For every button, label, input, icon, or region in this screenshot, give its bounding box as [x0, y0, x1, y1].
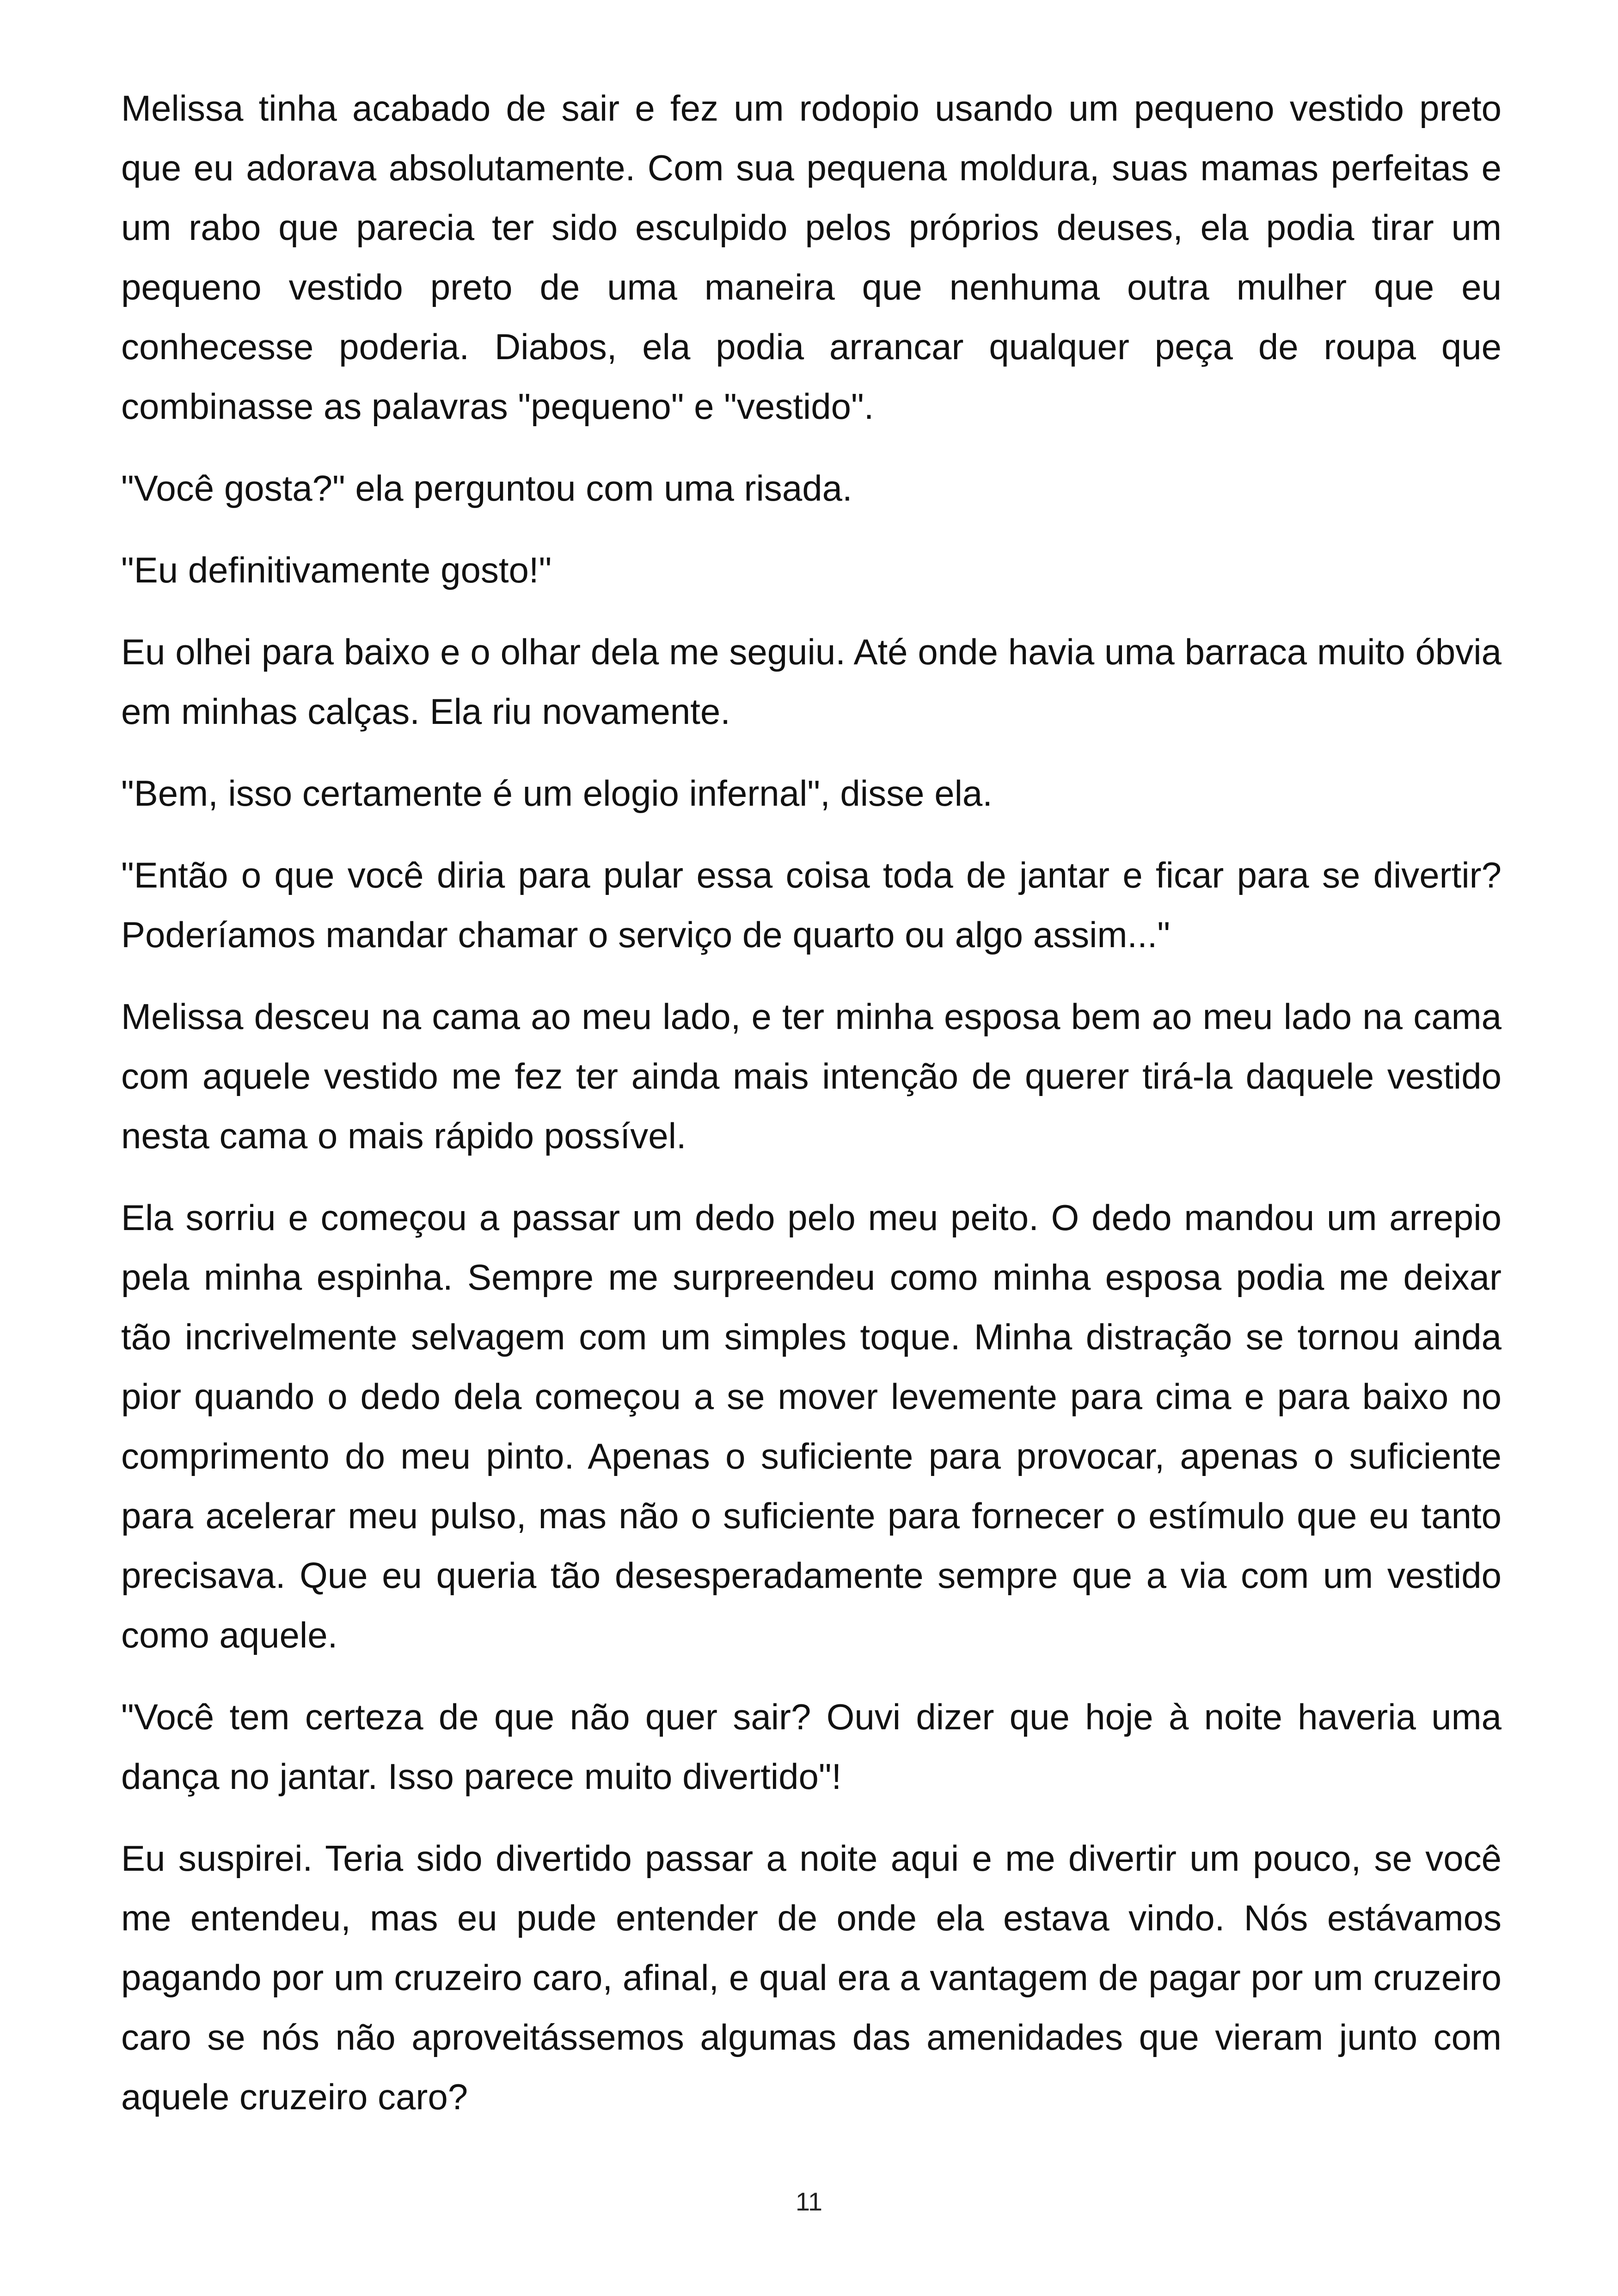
paragraph-3: "Eu definitivamente gosto!" [121, 550, 552, 590]
paragraph-9: "Você tem certeza de que não quer sair? Ouvi dizer que hoje à noite haveria uma dança no jantar. Isso parece muito divertido"! [121, 1696, 1502, 1797]
paragraph-2: "Você gosta?" ela perguntou com uma risada. [121, 468, 852, 508]
paragraph-8: Ela sorriu e começou a passar um dedo pelo meu peito. O dedo mandou um arrepio pela minha espinha. Sempre me surpreendeu como minha esposa podia me deixar tão incrivelmente selvagem com um simples toque. Minha distração se tornou ainda pior quando o dedo dela começou a se mover levemente para cima e para baixo no comprimento do meu pinto. Apenas o suficiente para provocar, apenas o suficiente para acelerar meu pulso, mas não o suficiente para fornecer o estímulo que eu tanto precisava. Que eu queria tão desesperadamente sempre que a via com um vestido como aquele. [121, 1197, 1502, 1655]
paragraph-5: "Bem, isso certamente é um elogio infernal", disse ela. [121, 773, 993, 814]
body-text [121, 79, 1502, 2149]
page-number: 11 [795, 2187, 823, 2216]
paragraph-6: "Então o que você diria para pular essa coisa toda de jantar e ficar para se divertir? Poderíamos mandar chamar o serviço de quarto ou algo assim..." [121, 855, 1502, 955]
paragraph-7: Melissa desceu na cama ao meu lado, e ter minha esposa bem ao meu lado na cama com aquele vestido me fez ter ainda mais intenção de querer tirá-la daquele vestido nesta cama o mais rápido possível. [121, 996, 1502, 1156]
paragraph-10: Eu suspirei. Teria sido divertido passar a noite aqui e me divertir um pouco, se você me entendeu, mas eu pude entender de onde ela estava vindo. Nós estávamos pagando por um cruzeiro caro, afinal, e qual era a vantagem de pagar por um cruzeiro caro se nós não aproveitássemos algumas das amenidades que vieram junto com aquele cruzeiro caro? [121, 1838, 1502, 2117]
paragraph-1: Melissa tinha acabado de sair e fez um rodopio usando um pequeno vestido preto que eu adorava absolutamente. Com sua pequena moldura, suas mamas perfeitas e um rabo que parecia ter sido esculpido pelos próprios deuses, ela podia tirar um pequeno vestido preto de uma maneira que nenhuma outra mulher que eu conhecesse poderia. Diabos, ela podia arrancar qualquer peça de roupa que combinasse as palavras "pequeno" e "vestido". [121, 88, 1502, 427]
paragraph-4: Eu olhei para baixo e o olhar dela me seguiu. Até onde havia uma barraca muito óbvia em minhas calças. Ela riu novamente. [121, 631, 1502, 732]
